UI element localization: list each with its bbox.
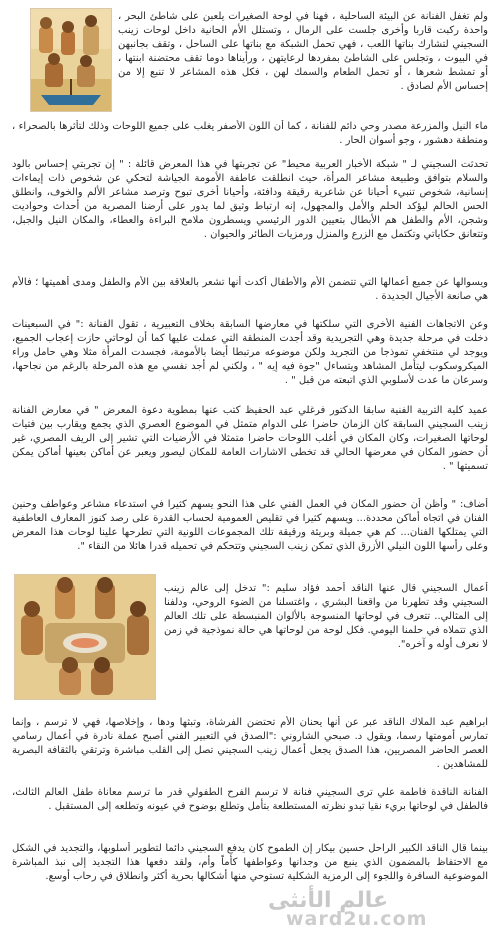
article-paragraph-6: عميد كلية التربية الفنية سابقا الدكتور فرغلي عبد الحفيظ كتب عنها بمطوية دعوة المعرض " في معارض الفنانة زينب السجيني السابقة كان الزمان حاضرا على الدوام متمثل في الموضوع العصري الذي يجمع ويقارب بين فتيات لوحاتها الصغيرات، وكان المكان في أغلب اللوحات حاضرا متمثلا في الأرضيات التي تشير إلى الريف المصري، غير أن حضور المكان في معرضها الحالي قد تخطى الاشارات العامة للمكان ليصور ويعبر عن أماكن بعينها أماكن يمكن تسميتها " . xyxy=(12,405,488,472)
article-paragraph-10: الفنانة الناقدة فاطمة علي ترى السجيني فنانة لا ترسم الفرح الطفولي قدر ما ترسم معاناة طفل العالم الثالث، فالطفل في لوحاتها بريء نقيا تبدو نظرته المستطلعة بتأمل وتطلع بوضوح في عيونه وتطلعه إلى المستقبل . xyxy=(12,787,488,812)
painting-family-table xyxy=(14,574,156,700)
painting-family-table-art xyxy=(15,575,155,699)
watermark-arabic: عالم الأنثى xyxy=(268,888,389,913)
article-paragraph-4: ويسوالها عن جميع أعمالها التي تتضمن الأم والأطفال أكدت أنها تشعر بالعلاقة بين الأم والطفل ومدى أهميتها ؛ فالأم هي صانعة الأجيال الجديدة . xyxy=(12,277,488,302)
article-paragraph-9: ابراهيم عبد الملاك الناقد عبر عن أنها يحنان الأم تحتضن الفرشاة، وتبثها ودها ، وإخلاصها، فهي لا ترسم ، وإنما تمارس أمومتها رسما، ويقول د. صبحي الشاروني :"الصدق في التعبير الفني أصبح عملة نادرة في أعمال رسامي العصر الحاضر المصريين، هذا الصدق يجعل أعمال زينب السجيني تصل إلى القلب مباشرة وترتقي بالثقافة البصرية للمشاهدين . xyxy=(12,717,488,770)
article-paragraph-5: وعن الاتجاهات الفنية الأخرى التي سلكتها في معارضها السابقة بخلاف التعبيرية ، تقول الفنانة :" في السبعينات دخلت في مرحلة جديدة وهي التجريدية وقد أجدت المنطقة التي عملت عليها كما أن لوحاتي حازت إعجاب الجميع، ويوجد لي منتخفي تموذجا من التجريد ولكن موضوعه مرتبطا أيضا بالأمومة، فجسدت المرأة مثلا وهي حامل وراء الميكروسكوب ليتأمل المشاهد ويتساءل "جوة فيه إيه " ، ولكني لم أجد نفسي مع هذه المرحلة بالرغم من نجاحها، وسرعان ما عدت لأسلوبي الذي اتبعته من قبل " . xyxy=(12,319,488,386)
article-paragraph-8: أعمال السجيني قال عنها الناقد أحمد فؤاد سليم :" تدخل إلى عالم زينب السجيني وقد تطهرنا من واقعنا البشري ، واغتسلنا من الضوء الروحي، ودلفنا إلى المثالي.. تتعرف في لوحاتها المنسوجة بالألوان المنبسطة على تلك العالم الذي تتملاه في حلمنا اليومي. فكل لوحة من لوحاتها هي حالة نموذجية في زمن لا نعرف أوله و آخره". xyxy=(164,583,488,650)
article-paragraph-7: أضاف: " وأظن أن حضور المكان في العمل الفني على هذا النحو يسهم كثيرا في استدعاء مشاعر وعواطف وحنين الفنان في اتجاه أماكن محددة... ويسهم كثيرا في تقليص العمومية لحساب القدرة على رصد كنوز المعارف العاطفية التي يمتلكها الفنان... كم هي جميلة وبريئة ورقيقة تلك المجموعات اللونية التي تطرحها علينا لوحات هذا المعرض وعلى رأسها اللون النيلي الأزرق الذي تمكن زينب السجيني وتتحكم في تحميله قدرا هائلا من النقاء ". xyxy=(12,499,488,552)
painting-children-beach-art xyxy=(31,9,111,111)
article-paragraph-1: ولم تغفل الفنانة عن البيئة الساحلية ، فهنا في لوحة الصغيرات يلعبن على شاطئ البحر ، واحدة ركبت قاربا وأخرى جلست على الرمال ، وتستلل الأم الحانية داخل لوحات زينب السجيني لتشارك بناتها اللعب ، فهي تحمل الشبكة مع بناتها على الساحل ، وتقف بجانبهن في البيوت ، وتجلس على الشاطئ بمفردها لرعايتهن ، ورأيناها دوما تقف محتضنة ابنتها ، أو تمشط شعرها ، أو تحمل الطعام والسمك لهن ، فكل هذه المشاعر لا تنبع إلا من إحساس الأم لصادق . xyxy=(118,11,488,92)
watermark-site: ward2u.com xyxy=(286,908,428,930)
painting-children-beach xyxy=(30,8,112,112)
article-paragraph-11: بينما قال الناقد الكبير الراحل حسين بيكار إن الطموح كان يدفع السجيني دائما لتطوير أسلوبها، والتجديد في الشكل مع الاحتفاظ بالمضمون الذي ينبع من وجدانها وعواطفها كأماً وأم، ولقد دفعها هذا التجديد إلى نبذ المباشرة الموضوعية السافرة واللجوء إلى الرمزية الشكلية تستوحي منها أشكالها بحرية أكثر وانطلاق في رحاب أوسع. xyxy=(12,843,488,882)
article-paragraph-2: ماء النيل والمزرعة مصدر وحي دائم للفنانة ، كما أن اللون الأصفر يغلب على جميع اللوحات وذلك لتأثرها بالصحراء ، ومنطقة دهشور ، وجو أسوان الحار . xyxy=(12,121,488,146)
article-paragraph-3: تحدثت السجيني لـ " شبكة الأخبار العربية محيط" عن تجربتها في هذا المعرض قائلة : " إن تجربتي إحساس بالود والسلام بتوافق وطبيعة مشاعر المرأة، حيث انطلقت عاطفة الأمومة الجياشة لتحكي عن شخوص ذات إيماءات إنسانية، شخوص تنبيء أحيانا عن شاعرية رقيقة ودافئة، وأحيانا أخرى تبوح وترصد مشاعر الألم والخوف، وانطلق الحس الحالم ليؤكد الحلم والأمل والمجهول، إنه ارتباط وثيق لما يدور على أرضنا المصرية من أحداث وحواديت وشجن، الأم والطفل هم الأبطال بتعيين الدور الرئيسي ويسطرون ملامح البراءة والعطاء، والمكان النيل والجبل، وتتعانق حكاياتي وتكتمل مع الزرع والمنزل ورمزيات الطائر والحيوان . xyxy=(12,159,488,240)
